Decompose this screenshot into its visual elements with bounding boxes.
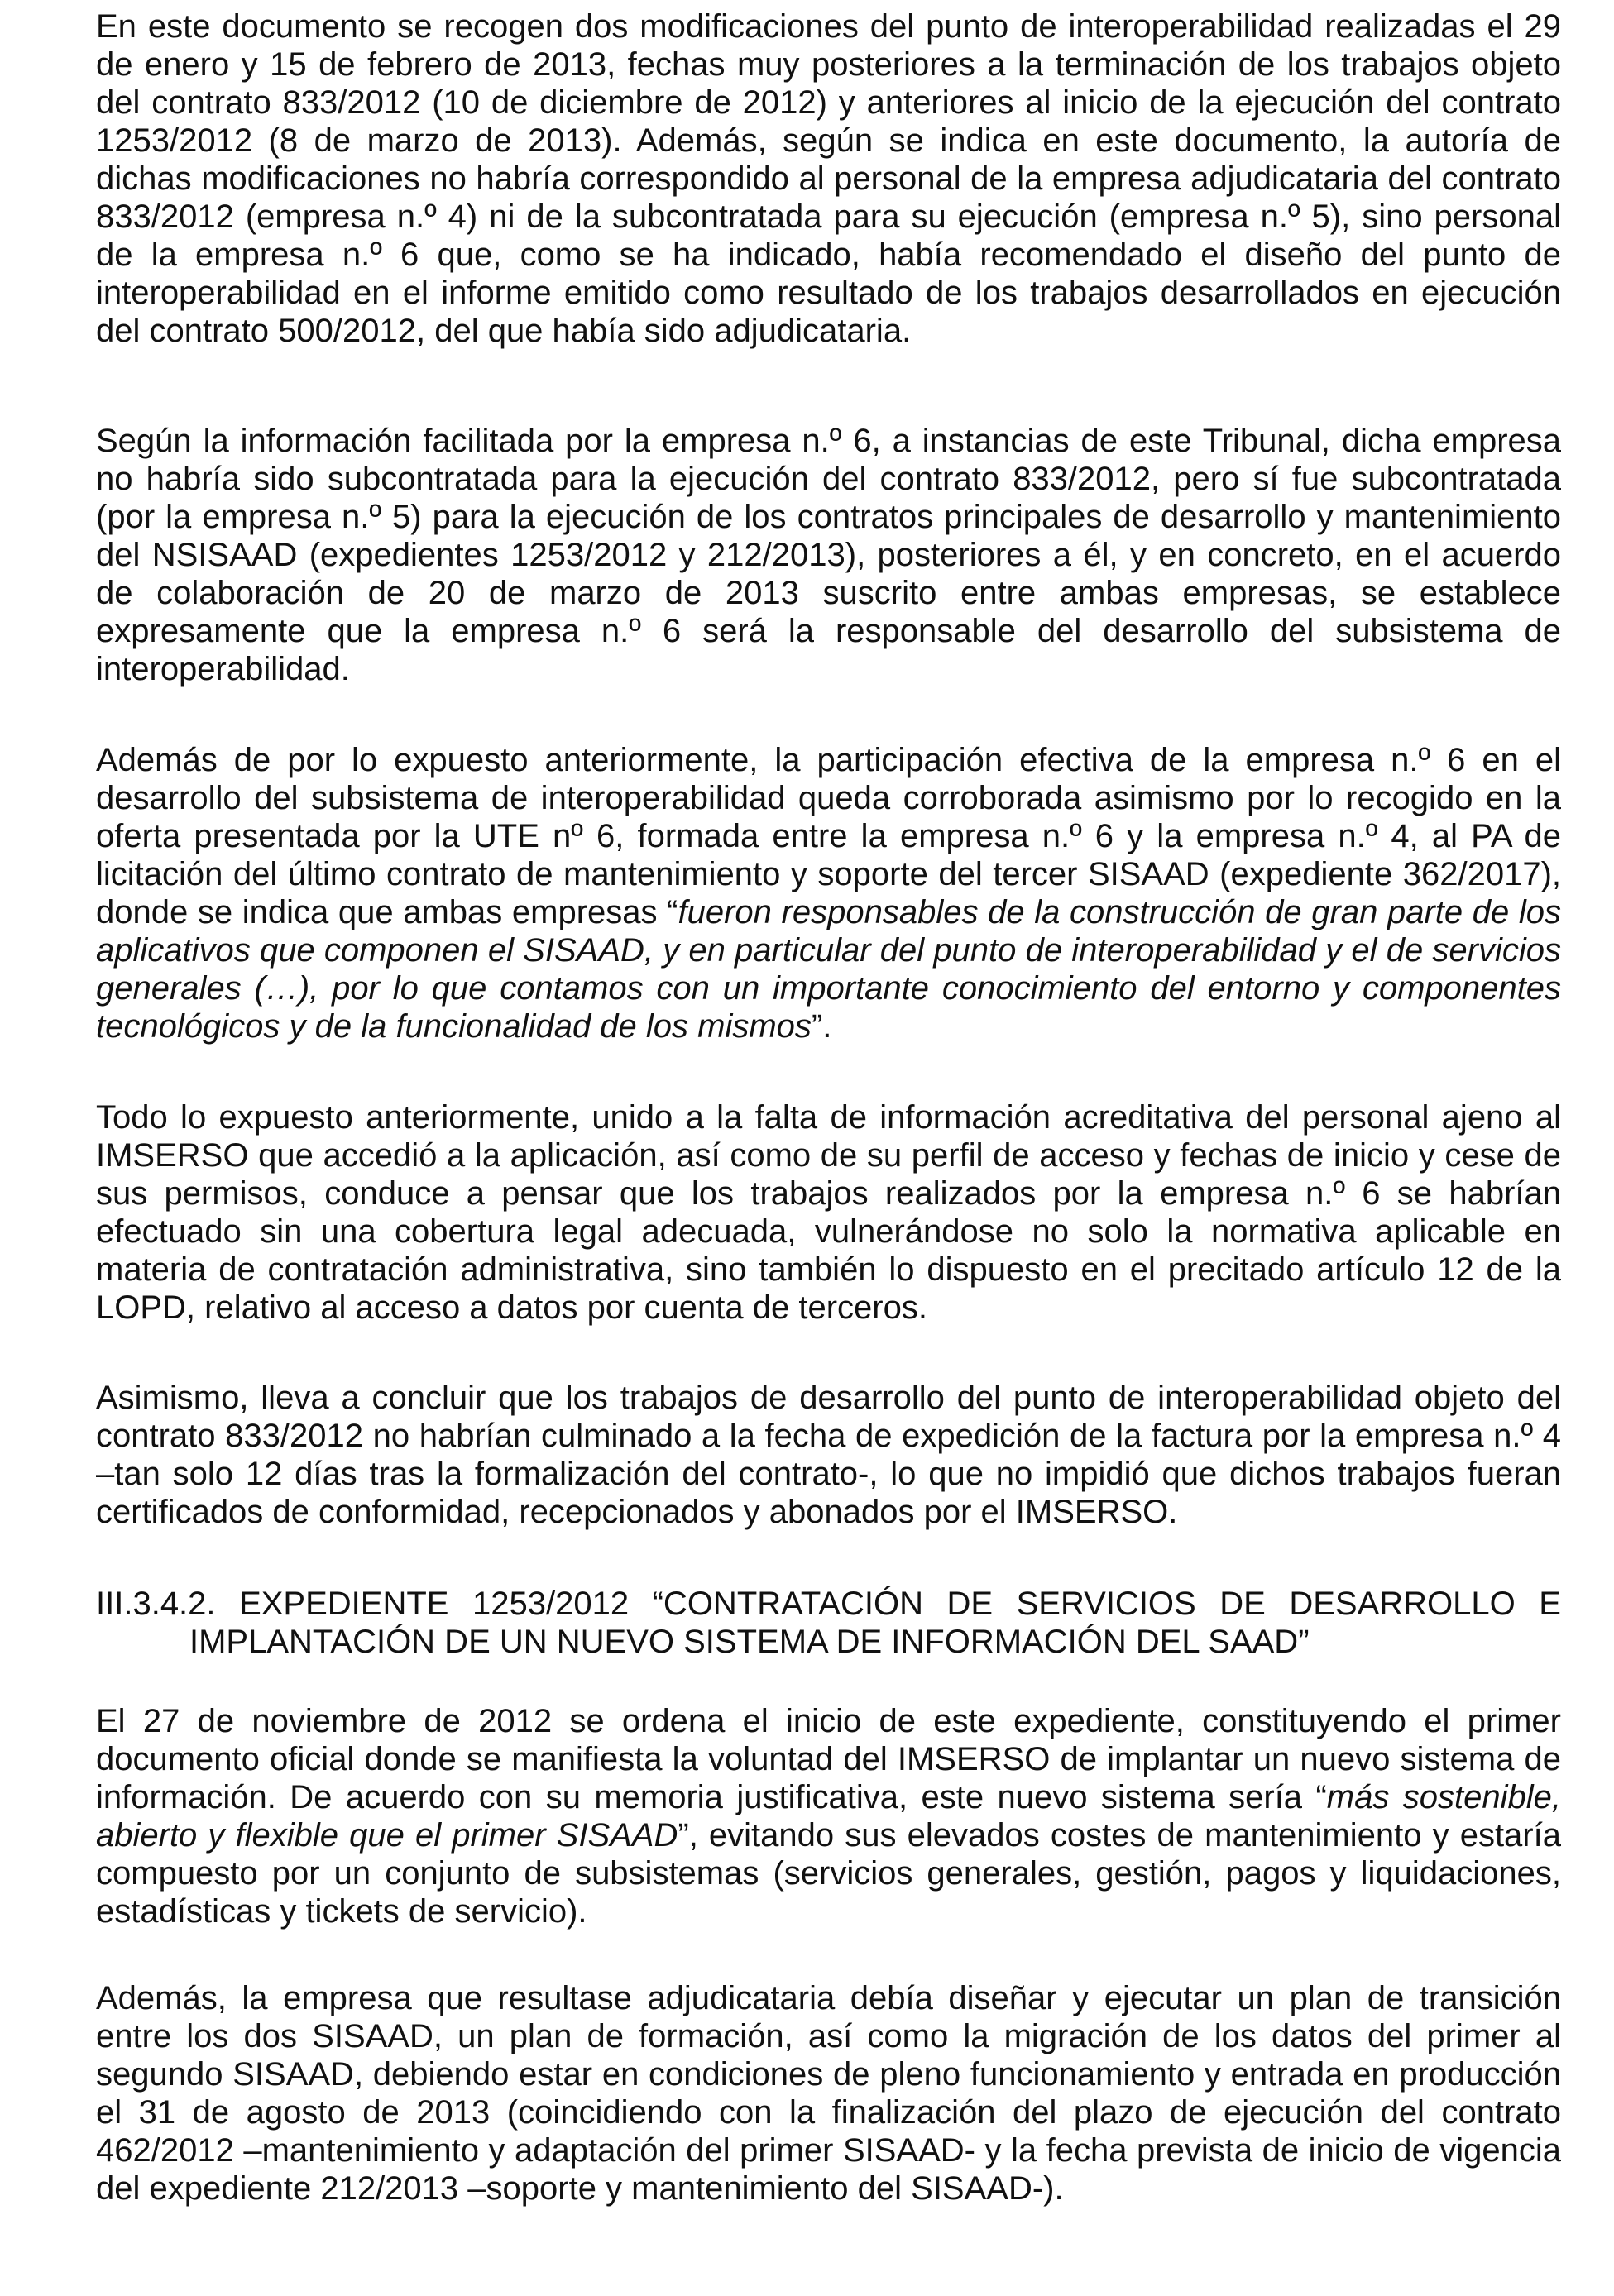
paragraph-text [96, 1098, 1561, 1327]
paragraph-2 [96, 422, 1561, 688]
paragraph-5 [96, 1379, 1561, 1531]
paragraph-text-span: En este documento se recogen dos modificaciones del punto de interoperabilidad realizadas el 29 de enero y 15 de febrero de 2013, fechas muy posteriores a la terminación de los trabajos objeto del contrato 833/2012 (10 de diciembre de 2012) y anteriores al inicio de la ejecución del contrato 1253/2012 (8 de marzo de 2013). Además, según se indica en este documento, la autoría de dichas modificaciones no habría correspondido al personal de la empresa adjudicataria del contrato 833/2012 (empresa n.º 4) ni de la subcontratada para su ejecución (empresa n.º 5), sino personal de la empresa n.º 6 que, como se ha indicado, había recomendado el diseño del punto de interoperabilidad en el informe emitido como resultado de los trabajos desarrollados en ejecución del contrato 500/2012, del que había sido adjudicataria. [96, 8, 1561, 349]
paragraph-4 [96, 1098, 1561, 1327]
paragraph-text-span: ”. [811, 1008, 832, 1045]
quoted-italic-text: fueron responsables de la construcción de gran parte de los aplicativos que componen el SISAAD, y en particular del punto de interoperabilidad y el de servicios generales (…), por lo que contamos con un importante conocimiento del entorno y componentes tecnológicos y de la funcionalidad de los mismos [96, 894, 1562, 1045]
paragraph-text-span: Todo lo expuesto anteriormente, unido a la falta de información acreditativa del personal ajeno al IMSERSO que accedió a la aplicación, así como de su perfil de acceso y fechas de inicio y cese de sus permisos, conduce a pensar que los trabajos realizados por la empresa n.º 6 se habrían efectuado sin una cobertura legal adecuada, vulnerándose no solo la normativa aplicable en materia de contratación administrativa, sino también lo dispuesto en el precitado artículo 12 de la LOPD, relativo al acceso a datos por cuenta de terceros. [96, 1099, 1561, 1326]
section-heading-line-1 [96, 1585, 1561, 1623]
section-heading-line-2 [96, 1623, 1561, 1661]
paragraph-3 [96, 741, 1561, 1045]
paragraph-text [96, 7, 1561, 350]
paragraph-1 [96, 7, 1561, 350]
section-heading [96, 1585, 1561, 1661]
paragraph-text-span: Además, la empresa que resultase adjudicataria debía diseñar y ejecutar un plan de transición entre los dos SISAAD, un plan de formación, así como la migración de los datos del primer al segundo SISAAD, debiendo estar en condiciones de pleno funcionamiento y entrada en producción el 31 de agosto de 2013 (coincidiendo con la finalización del plazo de ejecución del contrato 462/2012 –mantenimiento y adaptación del primer SISAAD- y la fecha prevista de inicio de vigencia del expediente 212/2013 –soporte y mantenimiento del SISAAD-). [96, 1980, 1561, 2207]
section-title-line-2: IMPLANTACIÓN DE UN NUEVO SISTEMA DE INFORMACIÓN DEL SAAD” [189, 1624, 1310, 1660]
paragraph-text-span: El 27 de noviembre de 2012 se ordena el inicio de este expediente, constituyendo el primer documento oficial donde se manifiesta la voluntad del IMSERSO de implantar un nuevo sistema de información. De acuerdo con su memoria justificativa, este nuevo sistema sería “ [96, 1703, 1561, 1815]
quoted-italic-text: más sostenible, abierto y flexible que el primer SISAAD [96, 1779, 1561, 1854]
paragraph-text-span: Asimismo, lleva a concluir que los trabajos de desarrollo del punto de interoperabilidad objeto del contrato 833/2012 no habrían culminado a la fecha de expedición de la factura por la empresa n.º 4 –tan solo 12 días tras la formalización del contrato-, lo que no impidió que dichos trabajos fueran certificados de conformidad, recepcionados y abonados por el IMSERSO. [96, 1380, 1561, 1530]
section-title-line-1: EXPEDIENTE 1253/2012 “CONTRATACIÓN DE SERVICIOS DE DESARROLLO E [239, 1586, 1561, 1622]
paragraph-text-span: ”, evitando sus elevados costes de mantenimiento y estaría compuesto por un conjunto de subsistemas (servicios generales, gestión, pagos y liquidaciones, estadísticas y tickets de servicio). [96, 1817, 1561, 1930]
paragraph-text [96, 741, 1561, 1045]
paragraph-text-span: Según la información facilitada por la empresa n.º 6, a instancias de este Tribunal, dicha empresa no habría sido subcontratada para la ejecución del contrato 833/2012, pero sí fue subcontratada (por la empresa n.º 5) para la ejecución de los contratos principales de desarrollo y mantenimiento del NSISAAD (expedientes 1253/2012 y 212/2013), posteriores a él, y en concreto, en el acuerdo de colaboración de 20 de marzo de 2013 suscrito entre ambas empresas, se establece expresamente que la empresa n.º 6 será la responsable del desarrollo del subsistema de interoperabilidad. [96, 423, 1561, 687]
paragraph-text [96, 1979, 1561, 2208]
paragraph-text [96, 1379, 1561, 1531]
paragraph-text-span: Además de por lo expuesto anteriormente, la participación efectiva de la empresa n.º 6 en el desarrollo del subsistema de interoperabilidad queda corroborada asimismo por lo recogido en la oferta presentada por la UTE nº 6, formada entre la empresa n.º 6 y la empresa n.º 4, al PA de licitación del último contrato de mantenimiento y soporte del tercer SISAAD (expediente 362/2017), donde se indica que ambas empresas “ [96, 742, 1561, 930]
paragraph-text [96, 1702, 1561, 1930]
section-paragraph-2 [96, 1979, 1561, 2208]
section-paragraph-1 [96, 1702, 1561, 1930]
section-number: III.3.4.2. [96, 1586, 216, 1622]
paragraph-text [96, 422, 1561, 688]
